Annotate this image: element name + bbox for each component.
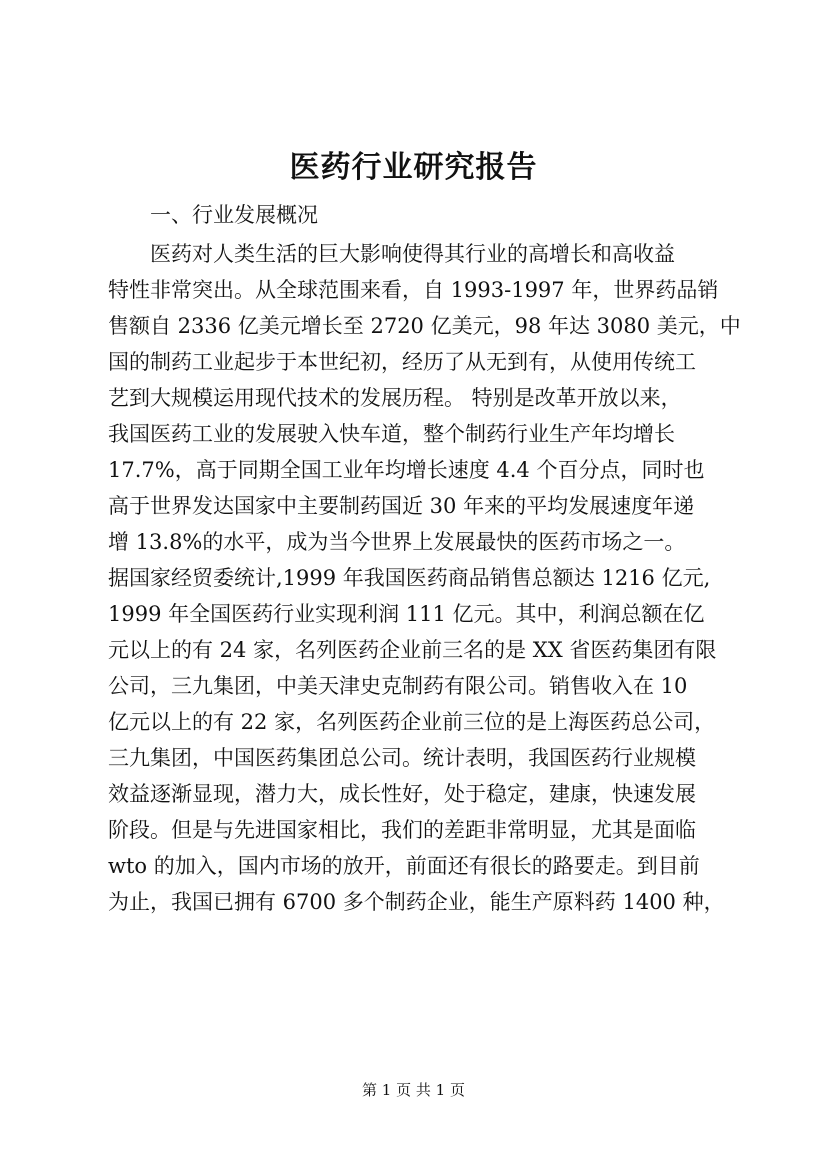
text-line: wto 的加入，国内市场的放开，前面还有很长的路要走。到目前: [108, 854, 700, 878]
text-line: 为止，我国已拥有 6700 多个制药企业，能生产原料药 1400 种，: [108, 890, 725, 914]
text-line: 三九集团，中国医药集团总公司。统计表明，我国医药行业规模: [108, 746, 696, 770]
document-title: 医药行业研究报告: [289, 150, 538, 185]
text-line: 1999 年全国医药行业实现利润 111 亿元。其中，利润总额在亿: [108, 602, 705, 626]
text-line: 售额自 2336 亿美元增长至 2720 亿美元，98 年达 3080 美元，中: [108, 314, 741, 338]
text-line: 据国家经贸委统计,1999 年我国医药商品销售总额达 1216 亿元,: [108, 566, 711, 590]
text-line: 艺到大规模运用现代技术的发展历程。 特别是改革开放以来，: [108, 386, 682, 410]
text-line: 17.7%，高于同期全国工业年均增长速度 4.4 个百分点，同时也: [108, 458, 705, 482]
text-line: 阶段。但是与先进国家相比，我们的差距非常明显，尤其是面临: [108, 818, 696, 842]
text-line: 亿元以上的有 22 家，名列医药企业前三位的是上海医药总公司，: [108, 710, 716, 734]
text-line: 高于世界发达国家中主要制药国近 30 年来的平均发展速度年递: [108, 494, 695, 518]
text-line: 特性非常突出。从全球范围来看，自 1993-1997 年，世界药品销: [108, 278, 719, 302]
text-line: 国的制药工业起步于本世纪初，经历了从无到有，从使用传统工: [108, 350, 696, 374]
text-line: 我国医药工业的发展驶入快车道，整个制药行业生产年均增长: [108, 422, 675, 446]
text-line: 公司，三九集团，中美天津史克制药有限公司。销售收入在 10: [108, 674, 688, 698]
text-line: 元以上的有 24 家，名列医药企业前三名的是 XX 省医药集团有限: [108, 638, 717, 662]
page-footer: 第 1 页 共 1 页: [362, 1081, 465, 1099]
text-line: 效益逐渐显现，潜力大，成长性好，处于稳定，建康，快速发展: [108, 782, 696, 806]
section-heading: 一、行业发展概况: [150, 203, 318, 227]
text-line: 增 13.8%的水平，成为当今世界上发展最快的医药市场之一。: [108, 530, 686, 554]
text-line: 医药对人类生活的巨大影响使得其行业的高增长和高收益: [150, 242, 675, 266]
body-paragraph: [108, 236, 748, 920]
